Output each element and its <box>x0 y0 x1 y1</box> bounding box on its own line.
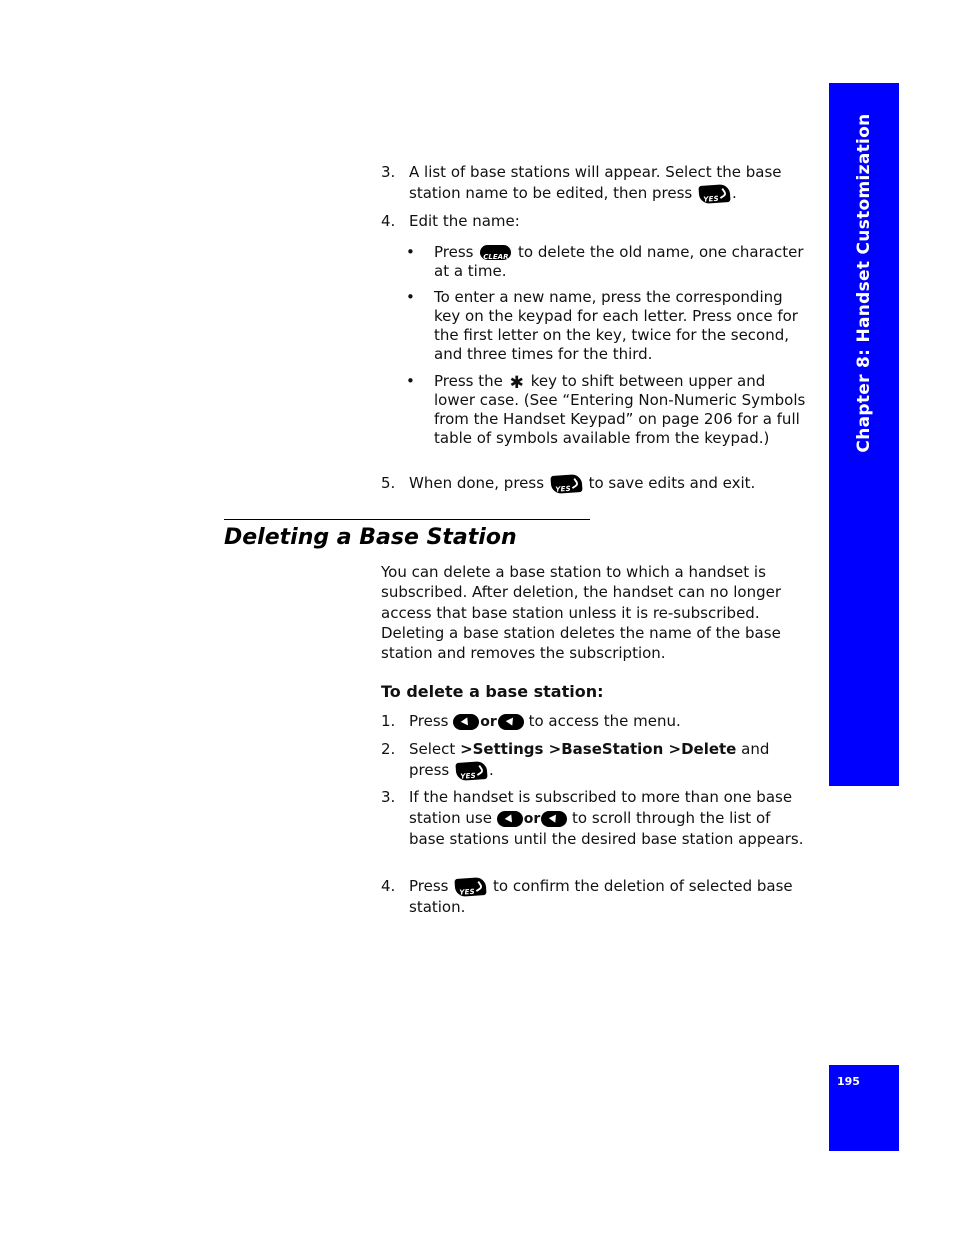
yes-key-icon <box>550 474 582 494</box>
section-title: Deleting a Base Station <box>224 525 517 550</box>
section-rule <box>224 519 590 520</box>
step-text: Press or to access the menu. <box>409 712 681 730</box>
step-number: 3. <box>381 163 396 181</box>
star-key-icon: ✱ <box>509 373 524 393</box>
yes-key-icon <box>455 877 487 897</box>
delete-step-1 <box>381 711 806 733</box>
step-number: 4. <box>381 212 396 230</box>
menu-path: >Settings >BaseStation >Delete <box>460 740 737 758</box>
bullet-marker: • <box>406 372 415 390</box>
section-intro: You can delete a base station to which a handset is subscribed. After deletion, the handset can no longer access that base station unless it is re-subscribed. Deleting a base station deletes the name of the base station and removes the subscription. <box>381 563 781 663</box>
step-text: If the handset is subscribed to more than one base station use or to scroll through the list of base stations until the desired base station appears. <box>409 788 804 848</box>
delete-step-4 <box>381 876 806 917</box>
page-number: 195 <box>837 1075 860 1088</box>
edit-step-3 <box>381 162 806 203</box>
step-number: 5. <box>381 474 396 492</box>
bullet-marker: • <box>406 288 415 306</box>
nav-down-key-icon <box>453 714 479 730</box>
or-word: or <box>480 714 497 730</box>
page-number-tab <box>829 1065 899 1151</box>
edit-step-4 <box>381 211 806 232</box>
bullet-marker: • <box>406 243 415 261</box>
bullet-shift-case <box>406 372 806 448</box>
bullet-text: To enter a new name, press the corresponding key on the keypad for each letter. Press once for the first letter on the key, twice for the second, and three times for the third. <box>434 288 798 363</box>
bullet-text: Press CLEAR to delete the old name, one character at a time. <box>434 243 806 281</box>
step-number: 4. <box>381 877 396 895</box>
step-text: A list of base stations will appear. Select the base station name to be edited, then press YES . <box>409 162 806 203</box>
delete-step-2 <box>381 739 806 780</box>
nav-down-key-icon <box>497 811 523 827</box>
yes-key-icon <box>698 183 730 203</box>
clear-key-icon <box>480 245 511 260</box>
chapter-tab <box>829 83 899 786</box>
step-text: When done, press YES to save edits and exit. <box>409 473 806 494</box>
delete-step-3 <box>381 787 806 850</box>
bullet-clear <box>406 243 806 281</box>
nav-up-key-icon <box>541 811 567 827</box>
edit-step-5 <box>381 473 806 494</box>
step-number: 2. <box>381 740 396 758</box>
step-number: 3. <box>381 788 396 806</box>
chapter-title: Chapter 8: Handset Customization <box>854 113 874 453</box>
step-text: Press YES to confirm the deletion of selected base station. <box>409 876 806 917</box>
nav-up-key-icon <box>498 714 524 730</box>
bullet-text: Press the ✱ key to shift between upper and lower case. (See “Entering Non-Numeric Symbols from the Handset Keypad” on page 206 for a full table of symbols available from the keypad.) <box>434 372 806 447</box>
step-number: 1. <box>381 712 396 730</box>
step-text: Edit the name: <box>409 212 520 230</box>
step-text: Select >Settings >BaseStation >Delete and press YES . <box>409 739 806 780</box>
yes-key-icon <box>455 760 487 780</box>
or-word: or <box>523 810 541 827</box>
bullet-enter-name <box>406 288 806 364</box>
procedure-title: To delete a base station: <box>381 682 604 701</box>
